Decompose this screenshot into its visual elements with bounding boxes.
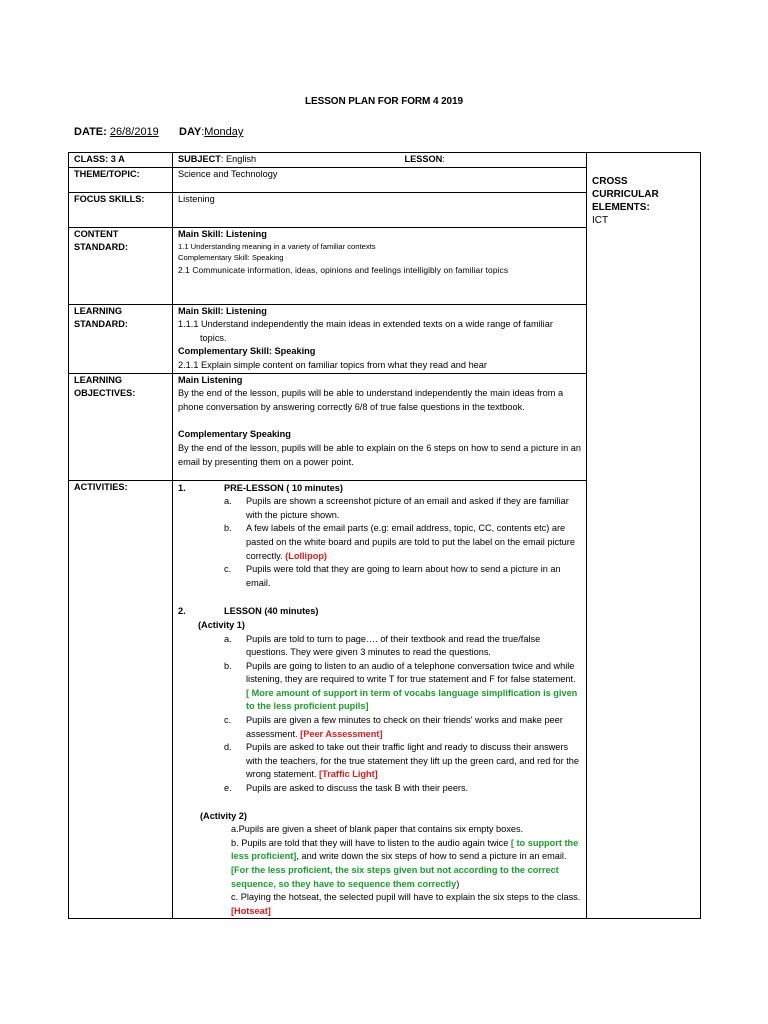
list-text-body: Pupils are going to listen to an audio of a telephone conversation twice and while listening, they are required to write T for true statement and F for false statement. xyxy=(246,660,576,685)
date-label: DATE: xyxy=(74,126,107,138)
theme-label: THEME/TOPIC: xyxy=(69,167,173,192)
lesson-heading xyxy=(178,604,581,619)
content-label-line2: STANDARD: xyxy=(74,242,128,253)
activity-2-b-text2: , and write down the six steps of how to send a picture in an email. xyxy=(296,851,567,862)
learning-standard-label xyxy=(69,304,173,373)
lesson-field xyxy=(405,153,445,167)
learning-objectives-cell xyxy=(173,373,587,480)
content-complementary-skill: Complementary Skill: Speaking xyxy=(178,253,284,263)
learning-standard-cell xyxy=(173,304,587,373)
activity-2-c xyxy=(178,891,581,918)
focus-value: Listening xyxy=(173,192,587,227)
list-text-body: Pupils are told to turn to page…. of their textbook and read the true/false questions. They were given 3 minutes to read the questions. xyxy=(246,633,541,658)
list-marker: b. xyxy=(224,523,232,534)
date-value: 26/8/2019 xyxy=(109,126,159,138)
list-text-body: A few labels of the email parts (e.g: email address, topic, CC, contents etc) are pasted on the white board and pupils are told to put the label on the email picture correctly. xyxy=(246,523,575,561)
objective-complementary-title: Complementary Speaking xyxy=(178,429,291,440)
list-text xyxy=(246,522,581,563)
ls-main-skill: Main Skill: Listening xyxy=(178,305,267,316)
list-marker: c. xyxy=(224,715,232,726)
objectives-label-line2: OBJECTIVES: xyxy=(74,388,136,399)
activity-2-b-support-note: [ to support the less proficient] xyxy=(231,837,579,862)
cross-curricular-title: CROSS CURRICULAR ELEMENTS: xyxy=(592,176,659,213)
lesson-plan-table xyxy=(68,152,701,919)
activity-1-title: (Activity 1) xyxy=(198,619,245,630)
objective-main-title: Main Listening xyxy=(178,374,243,385)
technique-tag: (Lollipop) xyxy=(285,550,327,561)
theme-value: Science and Technology xyxy=(173,167,587,192)
activity-2-b-less-proficient-note: [For the less proficient, the six steps given but not according to the correct sequence, so they have to sequence them correctly xyxy=(231,865,559,889)
subject-value: : English xyxy=(220,154,257,164)
content-standard-1-1: 1.1 Understanding meaning in a variety of familiar contexts xyxy=(178,242,376,252)
objective-main-text: By the end of the lesson, pupils will be able to understand independently the main ideas from a phone conversation by answering correctly 6/8 of true false questions in the textbook. xyxy=(178,388,564,412)
activities-label: ACTIVITIES: xyxy=(69,480,173,919)
list-text-body: Pupils were told that they are going to learn about how to send a picture in an email. xyxy=(246,564,561,588)
activity-2-b xyxy=(178,837,581,891)
lesson-number: 2. xyxy=(178,606,186,617)
ls-2-1-1: 2.1.1 Explain simple content on familiar topics from what they read and hear xyxy=(178,359,487,370)
objective-complementary-text: By the end of the lesson, pupils will be able to explain on the 6 steps on how to send a picture in an email by presenting them on a power point. xyxy=(178,442,581,467)
ls-1-1-1-cont: topics. xyxy=(200,332,227,343)
activity-1-item xyxy=(178,633,581,660)
list-text xyxy=(246,714,581,741)
activity-1-item xyxy=(178,741,581,782)
content-main-skill: Main Skill: Listening xyxy=(178,228,267,239)
list-text xyxy=(246,633,581,660)
day-line: DAY:Monday xyxy=(179,126,244,138)
lesson-label: LESSON xyxy=(404,154,443,164)
ls-complementary-skill: Complementary Skill: Speaking xyxy=(178,346,316,357)
pre-lesson-number: 1. xyxy=(178,482,186,493)
pre-lesson-item xyxy=(178,495,581,522)
activity-2-a: a.Pupils are given a sheet of blank paper that contains six empty boxes. xyxy=(231,824,524,835)
objectives-label-line1: LEARNING xyxy=(74,374,122,385)
list-marker: c. xyxy=(224,564,232,575)
list-text xyxy=(246,495,581,522)
activity-1-item xyxy=(178,782,581,796)
technique-tag: [Peer Assessment] xyxy=(300,728,383,739)
list-marker: a. xyxy=(224,496,232,507)
pre-lesson-title: PRE-LESSON ( 10 minutes) xyxy=(224,482,343,493)
list-marker: b. xyxy=(224,660,232,671)
pre-lesson-list xyxy=(178,495,581,590)
lesson-value: : xyxy=(442,154,445,164)
subject-label: SUBJECT xyxy=(178,154,221,164)
list-text-body: Pupils are given a few minutes to check on their friends' works and make peer assessment. xyxy=(246,715,563,739)
learning-label-line2: STANDARD: xyxy=(74,319,128,330)
technique-tag: [Traffic Light] xyxy=(319,769,378,780)
ls-1-1-1: 1.1.1 Understand independently the main ideas in extended texts on a wide range of familiar xyxy=(178,319,553,330)
activity-1-item xyxy=(178,660,581,714)
date-line xyxy=(74,126,159,138)
pre-lesson-item xyxy=(178,522,581,563)
activity-1-item xyxy=(178,714,581,741)
list-text xyxy=(246,782,581,796)
subject-cell xyxy=(173,153,587,168)
content-standard-label xyxy=(69,227,173,304)
list-text-body: Pupils are asked to discuss the task B with their peers. xyxy=(246,783,469,794)
list-text-body: Pupils are asked to take out their traffic light and ready to discuss their answers with the teachers, for the true statement they lift up the green card, and red for the wrong statement. xyxy=(246,742,579,780)
list-marker: a. xyxy=(224,633,232,644)
content-standard-2-1: 2.1 Communicate information, ideas, opinions and feelings intelligibly on familiar topics xyxy=(178,265,509,276)
document-title: LESSON PLAN FOR FORM 4 2019 xyxy=(305,96,463,107)
list-text xyxy=(246,563,581,590)
list-text xyxy=(246,660,581,714)
list-text xyxy=(246,741,581,782)
class-label: CLASS: 3 A xyxy=(69,153,173,168)
cross-curricular-value: ICT xyxy=(592,215,609,226)
list-text-body: Pupils are shown a screenshot picture of an email and asked if they are familiar with the picture shown. xyxy=(246,496,569,520)
day-value: Monday xyxy=(204,126,244,138)
list-marker: d. xyxy=(224,742,232,753)
learning-label-line1: LEARNING xyxy=(74,305,122,316)
activities-cell xyxy=(173,480,587,919)
pre-lesson-heading xyxy=(178,481,581,496)
activity-2-b-end: ) xyxy=(456,878,460,889)
pre-lesson-item xyxy=(178,563,581,590)
class-row xyxy=(69,153,701,168)
day-label: DAY xyxy=(179,126,202,138)
focus-label: FOCUS SKILLS: xyxy=(69,192,173,227)
content-label-line1: CONTENT xyxy=(74,228,119,239)
activity-2-title: (Activity 2) xyxy=(200,810,247,821)
list-marker: e. xyxy=(224,783,232,794)
activity-2-b-text1: b. Pupils are told that they will have to listen to the audio again twice xyxy=(231,837,509,848)
activity-2-c-text: c. Playing the hotseat, the selected pupil will have to explain the six steps to the class. xyxy=(231,892,581,903)
activity-1-list xyxy=(178,633,581,796)
content-standard-cell xyxy=(173,227,587,304)
cross-curricular-cell xyxy=(587,153,701,919)
lesson-title: LESSON (40 minutes) xyxy=(224,606,319,617)
learning-objectives-label xyxy=(69,373,173,480)
hotseat-tag: [Hotseat] xyxy=(231,905,271,916)
support-note: [ More amount of support in term of vocabs language simplification is given to the less proficient pupils] xyxy=(246,687,578,712)
